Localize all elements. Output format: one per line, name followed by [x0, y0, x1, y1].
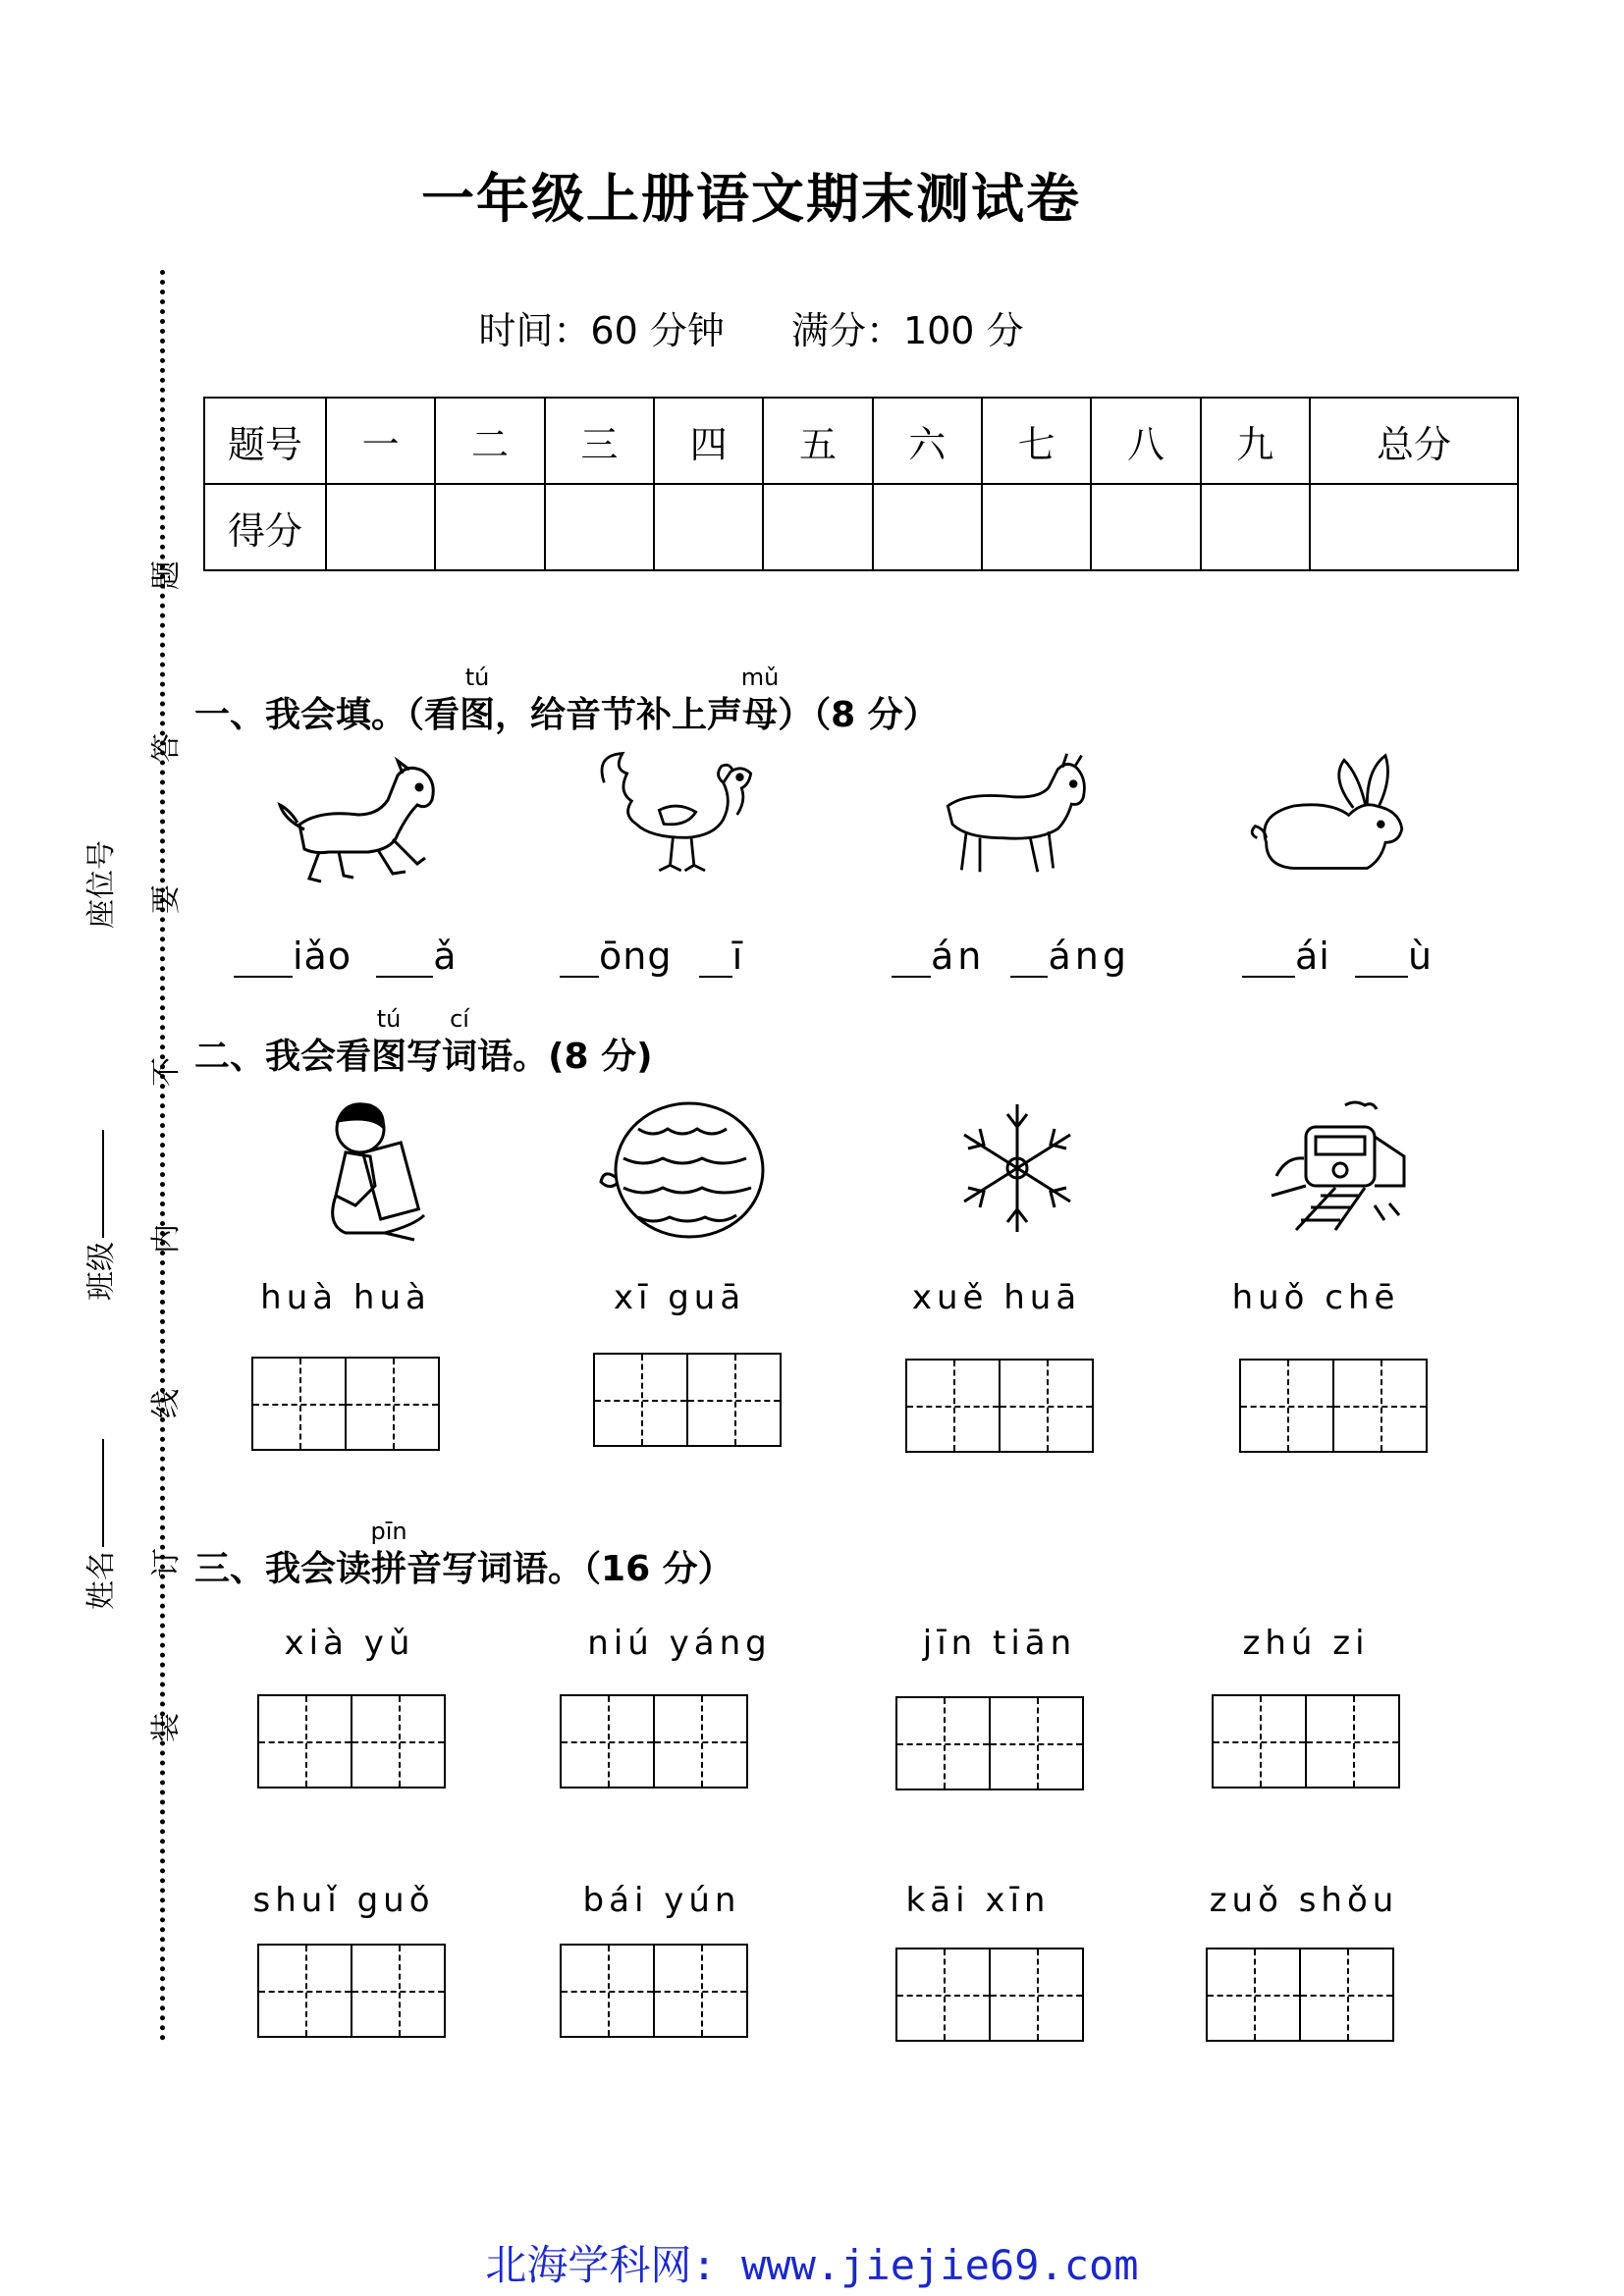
pinyin-annotation: tú [464, 664, 490, 691]
ruby-tu [460, 664, 496, 737]
grid-cell[interactable] [897, 1949, 991, 2040]
ruby-char: 词 [442, 1037, 478, 1077]
name-blank[interactable] [102, 1439, 104, 1547]
word-pinyin: huǒ chē [1231, 1278, 1400, 1317]
pinyin-annotation: tú [376, 1005, 402, 1033]
grid-cell[interactable] [1241, 1361, 1334, 1451]
writing-grid[interactable] [905, 1359, 1094, 1453]
ruby-char: 图 [371, 1037, 407, 1077]
writing-grid[interactable] [560, 1944, 748, 2038]
grid-cell[interactable] [897, 1698, 991, 1789]
section1-title-part: ）（8 分） [778, 695, 939, 735]
seal-char: 要 [149, 884, 184, 914]
ruby-char: 母 [742, 695, 779, 735]
grid-cell[interactable] [991, 1698, 1082, 1789]
score-input-cell[interactable] [1091, 484, 1200, 570]
fill-item [234, 934, 457, 978]
fill-syllable: ī [731, 934, 744, 978]
name-label: 姓名 [84, 1551, 119, 1610]
section2-title-part: 写 [406, 1037, 443, 1077]
score-input-cell[interactable] [1310, 484, 1518, 570]
boy-drawing-picture [316, 1097, 440, 1245]
score-input-cell[interactable] [545, 484, 654, 570]
grid-cell[interactable] [259, 1696, 352, 1787]
score-table-score-row [204, 484, 1518, 570]
score-input-cell[interactable] [654, 484, 763, 570]
word-pinyin: shuǐ guǒ [252, 1881, 435, 1920]
seat-number-field [77, 840, 120, 929]
score-header-cell: 五 [763, 398, 872, 484]
rooster-picture [579, 746, 776, 883]
grid-cell[interactable] [1334, 1361, 1426, 1451]
score-input-cell[interactable] [435, 484, 544, 570]
goat-picture [923, 751, 1119, 888]
word-pinyin: huà huà [260, 1278, 431, 1317]
score-table-header-row [204, 398, 1518, 484]
exam-info [0, 300, 1502, 354]
fill-blank[interactable] [699, 940, 732, 978]
seal-char: 题 [149, 561, 184, 590]
word-pinyin: xī guā [613, 1278, 746, 1317]
class-blank[interactable] [102, 1130, 104, 1238]
ruby-char: 图 [460, 695, 496, 735]
train-picture [1267, 1097, 1414, 1235]
word-pinyin: xuě huā [911, 1278, 1082, 1317]
writing-grid[interactable] [895, 1948, 1084, 2042]
seal-char: 线 [149, 1389, 184, 1418]
fill-syllable: ù [1407, 934, 1434, 978]
score-input-cell[interactable] [982, 484, 1091, 570]
grid-cell[interactable] [655, 1946, 746, 2036]
seal-char: 答 [149, 733, 184, 763]
word-pinyin: bái yún [582, 1881, 741, 1920]
score-header-cell: 一 [326, 398, 435, 484]
ruby-char: 拼 [371, 1549, 407, 1589]
grid-cell[interactable] [352, 1696, 444, 1787]
fill-blank[interactable] [1242, 940, 1295, 978]
class-field [77, 1130, 120, 1301]
pinyin-annotation: cí [450, 1005, 469, 1033]
score-header-cell: 四 [654, 398, 763, 484]
name-field [77, 1439, 120, 1610]
score-header-cell: 总分 [1310, 398, 1518, 484]
word-pinyin: jīn tiān [922, 1624, 1077, 1663]
grid-cell[interactable] [1214, 1696, 1307, 1787]
score-header-cell: 六 [873, 398, 982, 484]
fill-item [560, 934, 743, 978]
seal-char: 装 [149, 1713, 184, 1742]
score-input-cell[interactable] [326, 484, 435, 570]
full-score-label: 满分：100 分 [790, 309, 1024, 352]
section1-title-part: 一、我会填。（看 [194, 695, 460, 735]
fill-syllable: ōng [599, 934, 673, 978]
rabbit-picture [1232, 751, 1429, 888]
class-label: 班级 [84, 1242, 119, 1301]
seal-char: 内 [149, 1224, 184, 1254]
section2-title [194, 1005, 653, 1079]
section1-title [194, 664, 939, 737]
fill-syllable: áng [1048, 934, 1130, 978]
writing-grid[interactable] [593, 1353, 782, 1447]
writing-grid[interactable] [895, 1696, 1084, 1790]
grid-cell[interactable] [352, 1946, 444, 2036]
score-input-cell[interactable] [763, 484, 872, 570]
score-header-cell: 二 [435, 398, 544, 484]
grid-cell[interactable] [259, 1946, 352, 2036]
fill-syllable: ǎ [433, 934, 458, 978]
fill-blank[interactable] [234, 940, 293, 978]
writing-grid[interactable] [1239, 1359, 1428, 1453]
writing-grid[interactable] [251, 1357, 440, 1451]
grid-cell[interactable] [562, 1946, 655, 2036]
fill-item [1242, 934, 1433, 978]
grid-cell[interactable] [991, 1949, 1082, 2040]
score-header-cell: 题号 [204, 398, 326, 484]
ruby-pin [370, 1518, 407, 1591]
section3-title-part: 三、我会读 [194, 1549, 372, 1589]
fill-blank[interactable] [1010, 940, 1048, 978]
time-label: 时间：60 分钟 [478, 309, 725, 352]
word-pinyin: niú yáng [587, 1624, 772, 1663]
fill-blank[interactable] [376, 940, 433, 978]
grid-cell[interactable] [655, 1696, 746, 1787]
section3-title [194, 1518, 733, 1591]
fill-syllable: ái [1295, 934, 1330, 978]
grid-cell[interactable] [562, 1696, 655, 1787]
grid-cell[interactable] [595, 1355, 688, 1445]
fill-item [892, 934, 1130, 978]
grid-cell[interactable] [253, 1359, 347, 1449]
word-pinyin: xià yǔ [284, 1624, 415, 1663]
fill-syllable: án [931, 934, 986, 978]
snowflake-picture [954, 1099, 1080, 1237]
score-row-label: 得分 [204, 484, 326, 570]
score-input-cell[interactable] [1201, 484, 1310, 570]
horse-picture [260, 756, 457, 893]
grid-cell[interactable] [907, 1361, 1001, 1451]
fill-blank[interactable] [560, 940, 599, 978]
page-title: 一年级上册语文期末测试卷 [421, 168, 1081, 230]
score-input-cell[interactable] [873, 484, 982, 570]
section3-title-part: 音写词语。（16 分） [406, 1549, 733, 1589]
binding-dotted-line [160, 270, 165, 2042]
grid-cell[interactable] [1301, 1949, 1392, 2040]
seal-char: 不 [149, 1057, 184, 1087]
word-pinyin: kāi xīn [905, 1881, 1051, 1920]
fill-blank[interactable] [1355, 940, 1408, 978]
seat-number-label: 座位号 [84, 840, 119, 929]
word-pinyin: zuǒ shǒu [1209, 1881, 1399, 1920]
section1-title-part: ，给音节补上声 [495, 695, 743, 735]
section2-title-part: 二、我会看 [194, 1037, 372, 1077]
score-table [203, 397, 1519, 571]
seal-char: 订 [149, 1548, 184, 1577]
grid-cell[interactable] [688, 1355, 780, 1445]
score-header-cell: 七 [982, 398, 1091, 484]
ruby-tu [371, 1005, 407, 1079]
pinyin-annotation: mǔ [740, 664, 780, 691]
score-header-cell: 三 [545, 398, 654, 484]
writing-grid[interactable] [257, 1694, 446, 1789]
grid-cell[interactable] [1001, 1361, 1092, 1451]
ruby-ci [442, 1005, 478, 1079]
section2-title-part: 语。(8 分) [477, 1037, 653, 1077]
writing-grid[interactable] [1212, 1694, 1400, 1789]
fill-blank[interactable] [892, 940, 931, 978]
grid-cell[interactable] [1208, 1949, 1301, 2040]
score-header-cell: 八 [1091, 398, 1200, 484]
grid-cell[interactable] [1307, 1696, 1398, 1787]
word-pinyin: zhú zi [1242, 1624, 1370, 1663]
ruby-mu [740, 664, 780, 737]
score-header-cell: 九 [1201, 398, 1310, 484]
pinyin-annotation: pīn [370, 1518, 407, 1545]
writing-grid[interactable] [1206, 1948, 1394, 2042]
writing-grid[interactable] [560, 1694, 748, 1789]
fill-syllable: iǎo [293, 934, 352, 978]
watermelon-picture [599, 1099, 766, 1247]
grid-cell[interactable] [347, 1359, 438, 1449]
footer-watermark: 北海学科网: www.jiejie69.com [485, 2241, 1139, 2289]
writing-grid[interactable] [257, 1944, 446, 2038]
